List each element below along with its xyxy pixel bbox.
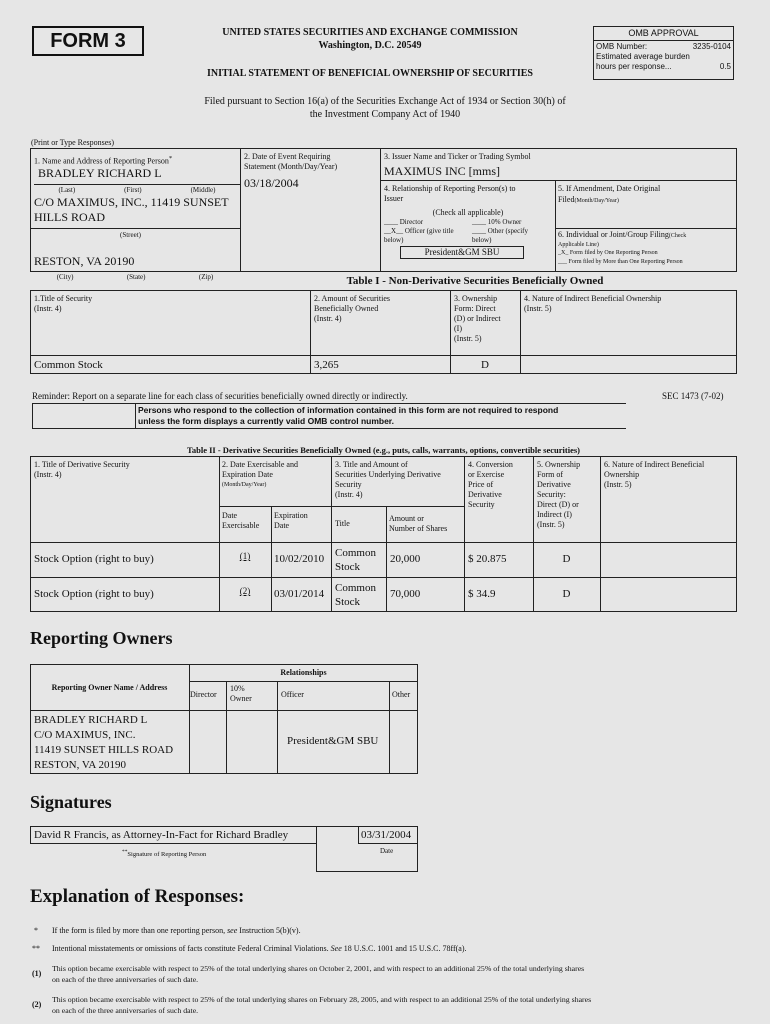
- t2-c5-l6: Indirect (I): [537, 510, 572, 519]
- box2-label-line1: 2. Date of Event Requiring: [244, 152, 331, 161]
- sec-number: SEC 1473 (7-02): [662, 391, 724, 401]
- reporting-owners-heading: Reporting Owners: [30, 628, 173, 648]
- footnote-2: [52, 994, 742, 1016]
- t2-c1-l2: (Instr. 4): [34, 470, 62, 479]
- t2-c4-header: [468, 460, 513, 510]
- t2-c5-l7: (Instr. 5): [537, 520, 565, 529]
- box6-opt2: ___ Form filed by More than One Reporting Person: [558, 259, 683, 265]
- omb-number: 3235-0104: [692, 42, 731, 51]
- form-label-box: [32, 26, 144, 56]
- signature-date-value-box: [358, 826, 418, 844]
- t2-row-1-underlying-l1: Common: [335, 547, 376, 559]
- signer-name: David R Francis, as Attorney-In-Fact for Richard Bradley: [34, 829, 289, 841]
- t2-c2-l3: (Month/Day/Year): [222, 482, 267, 488]
- omb-hours: 0.5: [719, 62, 731, 71]
- t2-c3-l3: Security: [335, 480, 362, 489]
- box5-filed: Filed: [558, 195, 575, 204]
- t2-row-1-amount: 20,000: [390, 553, 421, 565]
- t1-col3-header: [454, 294, 501, 344]
- event-date: 03/18/2004: [244, 176, 299, 190]
- box3-label: 3. Issuer Name and Ticker or Trading Symbol: [384, 152, 531, 161]
- t2-c3-header: [335, 460, 441, 500]
- city-state-zip: RESTON, VA 20190: [34, 254, 135, 268]
- t2-c1-l1: 1. Title of Derivative Security: [34, 460, 130, 469]
- footnote-2-l2: on each of the three anniversaries of such date.: [52, 1006, 199, 1015]
- signatures-heading: Signatures: [30, 792, 112, 812]
- city-subline: [30, 272, 240, 282]
- t2-c3-sub2: [389, 514, 447, 534]
- t2-c4-l4: Derivative: [468, 490, 502, 499]
- owners-officer-header: Officer: [281, 690, 304, 699]
- street-label: (Street): [120, 231, 141, 239]
- t2-row-1-underlying-l2: Stock: [335, 561, 361, 573]
- t2-c6-l3: (Instr. 5): [604, 480, 632, 489]
- table2-title: Table II - Derivative Securities Beneficially Owned (e.g., puts, calls, warrants, options, convertible securities): [186, 445, 580, 455]
- omb-number-label: OMB Number:: [596, 42, 648, 51]
- owner-name-l1: BRADLEY RICHARD L: [34, 714, 148, 726]
- omb-burden-line1: Estimated average burden: [596, 52, 690, 61]
- t2-c2-sub2: [274, 511, 308, 531]
- t2-row-1-title: Stock Option (right to buy): [34, 553, 154, 565]
- explanation-dstar-a: Intentional misstatements or omissions of facts constitute Federal Criminal Violations.: [52, 944, 329, 953]
- filed-line1: Filed pursuant to Section 16(a) of the Securities Exchange Act of 1934 or Section 30(h) of: [204, 96, 566, 107]
- owners-other-header: Other: [392, 690, 411, 699]
- first-label: (First): [124, 186, 142, 194]
- t2-row-1-expiration: 10/02/2010: [274, 553, 325, 565]
- t1-col2-l2: Beneficially Owned: [314, 304, 379, 313]
- footnote-1: [52, 963, 742, 985]
- t2-c4-l2: or Exercise: [468, 470, 505, 479]
- footnote-2-mark: (2): [32, 1000, 42, 1009]
- explanation-dstar-b: 18 U.S.C. 1001 and 15 U.S.C. 78ff(a).: [343, 944, 467, 953]
- state-label: (State): [126, 273, 146, 281]
- t1-row-amount: 3,265: [314, 359, 339, 371]
- t2-c2-l2: Expiration Date: [222, 470, 273, 479]
- t1-col2-l3: (Instr. 4): [314, 314, 342, 323]
- t2-row-2-underlying-l2: Stock: [335, 596, 361, 608]
- box1-label: [34, 154, 172, 167]
- t2-row-1-exercisable: [219, 551, 271, 561]
- explanation-dstar-mark: **: [32, 944, 40, 953]
- t2-c5-l2: Form of: [537, 470, 563, 479]
- t2-c3-sub2-l1: Amount or: [389, 514, 424, 523]
- t1-row-form: D: [481, 359, 489, 371]
- t2-row-1-price: $ 20.875: [468, 553, 507, 565]
- omb-burden-line2: hours per response...: [596, 62, 672, 71]
- box6-opt1-text: Form filed by One Reporting Person: [569, 250, 658, 256]
- t2-c3-l2: Securities Underlying Derivative: [335, 470, 441, 479]
- signature-label-text: Signature of Reporting Person: [127, 851, 207, 859]
- owners-name-header: Reporting Owner Name / Address: [51, 683, 168, 692]
- persons-notice: [136, 403, 626, 429]
- t1-col1-l2: (Instr. 4): [34, 304, 62, 313]
- footnote-1-l1: This option became exercisable with respect to 25% of the total underlying shares on October 2, 2001, and with respect to an additional 25% of the total underlying shares: [52, 964, 585, 973]
- city-label: (City): [56, 273, 74, 281]
- t2-c4-l1: 4. Conversion: [468, 460, 513, 469]
- explanation-star-b: Instruction 5(b)(v).: [239, 926, 301, 935]
- t1-col3-l2: Form: Direct: [454, 304, 496, 313]
- director-option: ____ Director: [384, 218, 424, 226]
- t2-c2-sub1-l2: Exercisable: [222, 521, 260, 530]
- table1-title: Table I - Non-Derivative Securities Beneficially Owned: [346, 275, 604, 287]
- officer-mark: X: [391, 227, 397, 235]
- box1-label-text: 1. Name and Address of Reporting Person: [34, 156, 169, 166]
- omb-title: OMB APPROVAL: [594, 27, 733, 41]
- officer-label: Officer (give title: [404, 227, 454, 235]
- owner-name-l4: RESTON, VA 20190: [34, 759, 126, 771]
- ten-pct-option: ____ 10% Owner: [472, 218, 522, 226]
- box6-opt1: _X_ Form filed by One Reporting Person: [558, 250, 658, 256]
- t2-row-1-footnote-link[interactable]: (1): [239, 551, 251, 561]
- other-option: ____ Other (specify below): [472, 227, 528, 244]
- box5-label-line2: [558, 195, 619, 206]
- t2-c3-sub2-l2: Number of Shares: [389, 524, 448, 533]
- t1-col2-l1: 2. Amount of Securities: [314, 294, 390, 303]
- t2-row-1-underlying: [335, 546, 376, 574]
- explanation-star-mark: *: [34, 926, 38, 935]
- t2-c4-l3: Price of: [468, 480, 494, 489]
- signature-label-mark: **: [122, 849, 128, 855]
- t2-row-2-exercisable: [219, 586, 271, 596]
- explanation-star: [52, 926, 301, 935]
- t1-col3-l3: (D) or Indirect: [454, 314, 501, 323]
- form-label: FORM 3: [50, 30, 126, 52]
- agency-line2: Washington, D.C. 20549: [318, 40, 422, 51]
- t1-col4-l1: 4. Nature of Indirect Beneficial Ownership: [524, 294, 662, 303]
- box6-label-text: 6. Individual or Joint/Group Filing: [558, 230, 669, 239]
- t2-row-1-form: D: [562, 553, 571, 565]
- t2-c3-l4: (Instr. 4): [335, 490, 363, 499]
- t2-c3-l1: 3. Title and Amount of: [335, 460, 408, 469]
- form-title: INITIAL STATEMENT OF BENEFICIAL OWNERSHIP OF SECURITIES: [206, 68, 533, 79]
- address-line1: C/O MAXIMUS, INC., 11419 SUNSET: [34, 195, 229, 209]
- reminder-text: Reminder: Report on a separate line for each class of securities beneficially owned directly or indirectly.: [32, 391, 408, 401]
- t2-row-2-title: Stock Option (right to buy): [34, 588, 154, 600]
- t2-c2-sub2-l1: Expiration: [274, 511, 308, 520]
- owner-officer-value: President&GM SBU: [287, 735, 379, 747]
- t2-c5-l4: Security:: [537, 490, 566, 499]
- t1-col1-l1: 1.Title of Security: [34, 294, 93, 303]
- owners-10pct-l1: 10%: [230, 684, 245, 693]
- t1-col3-l4: (I): [454, 324, 462, 333]
- omb-number-row: [594, 41, 733, 52]
- t1-row-security: Common Stock: [34, 359, 103, 371]
- signature-date: 03/31/2004: [361, 829, 412, 841]
- t2-row-2-form: D: [562, 588, 571, 600]
- box6-opt1-mark: X: [561, 250, 566, 256]
- omb-approval-box: [593, 26, 734, 80]
- ten-pct-label: 10% Owner: [487, 218, 522, 226]
- t2-row-2-underlying-l1: Common: [335, 582, 376, 594]
- persons-blank-box: [32, 403, 136, 429]
- t2-row-2-expiration: 03/01/2014: [274, 588, 325, 600]
- address-line2: HILLS ROAD: [34, 210, 105, 224]
- t1-col3-l5: (Instr. 5): [454, 334, 482, 343]
- officer-title-box: President&GM SBU: [400, 246, 524, 259]
- issuer-name: MAXIMUS INC [mms]: [384, 164, 501, 178]
- t2-c1-header: [34, 460, 130, 480]
- t2-c5-header: [537, 460, 580, 530]
- omb-burden-row: [594, 62, 733, 72]
- explanation-star-a: If the form is filed by more than one reporting person,: [52, 926, 226, 935]
- owners-relationships-header: Relationships: [280, 668, 327, 677]
- officer-option: __X__ Officer (give title below): [384, 227, 454, 244]
- t2-c5-l3: Derivative: [537, 480, 571, 489]
- box5-sub: (Month/Day/Year): [574, 198, 619, 204]
- t2-c4-l5: Security: [468, 500, 495, 509]
- t2-row-2-amount: 70,000: [390, 588, 421, 600]
- owner-name-l2: C/O MAXIMUS, INC.: [34, 729, 136, 741]
- t2-c2-sub1: [222, 511, 259, 531]
- date-label: Date: [380, 847, 394, 855]
- t1-col2-header: [314, 294, 390, 324]
- t2-row-2-underlying: [335, 581, 376, 609]
- officer-below: below): [384, 236, 404, 244]
- explanation-dstar-see: See: [330, 944, 342, 953]
- box5-label-line1: 5. If Amendment, Date Original: [558, 184, 661, 193]
- t2-c3-sub1: Title: [335, 519, 350, 528]
- signature-label: [122, 848, 206, 859]
- zip-label: (Zip): [198, 273, 214, 281]
- box6-label: [558, 230, 686, 241]
- t2-c5-l1: 5. Ownership: [537, 460, 581, 469]
- footnote-2-l1: This option became exercisable with respect to 25% of the total underlying shares on February 28, 2005, and with respect to an additional 25% of the total underlying shares: [52, 995, 592, 1004]
- owners-10pct-header: [230, 684, 252, 704]
- check-all: (Check all applicable): [432, 208, 504, 217]
- t1-col4-header: [524, 294, 661, 314]
- filed-line2: the Investment Company Act of 1940: [309, 109, 461, 120]
- t2-c5-l5: Direct (D) or: [537, 500, 579, 509]
- t2-c6-l1: 6. Nature of Indirect Beneficial: [604, 460, 705, 469]
- box1-label-mark: *: [168, 155, 173, 162]
- explanation-star-see: see: [227, 926, 238, 935]
- t2-row-2-footnote-link[interactable]: (2): [239, 586, 251, 596]
- reporting-person-name: BRADLEY RICHARD L: [38, 166, 162, 180]
- last-label: (Last): [58, 186, 76, 194]
- t1-col4-l2: (Instr. 5): [524, 304, 552, 313]
- footnote-1-l2: on each of the three anniversaries of such date.: [52, 975, 199, 984]
- explanation-heading: Explanation of Responses:: [30, 886, 245, 907]
- box2-label-line2: Statement (Month/Day/Year): [244, 162, 338, 171]
- t2-c2-sub1-l1: Date: [222, 511, 238, 520]
- persons-line1: Persons who respond to the collection of information contained in this form are not required to respond: [138, 405, 559, 415]
- t2-c6-header: [604, 460, 704, 490]
- print-type-note: (Print or Type Responses): [31, 138, 115, 147]
- director-label: Director: [399, 218, 424, 226]
- signature-box: [30, 826, 316, 844]
- owner-name-address: [34, 713, 173, 773]
- box4-label-line2: Issuer: [384, 194, 404, 203]
- agency-line1: UNITED STATES SECURITIES AND EXCHANGE COMMISSION: [222, 27, 518, 38]
- box4-label-line1: 4. Relationship of Reporting Person(s) to: [384, 184, 516, 193]
- t1-col3-l1: 3. Ownership: [454, 294, 498, 303]
- box6-label-sub: (Check: [668, 233, 687, 239]
- t2-c6-l2: Ownership: [604, 470, 640, 479]
- other-below: below): [472, 236, 492, 244]
- footnote-1-mark: (1): [32, 969, 42, 978]
- box6-label-line2: Applicable Line): [558, 242, 599, 248]
- owner-name-l3: 11419 SUNSET HILLS ROAD: [34, 744, 174, 756]
- t2-c2-header: [222, 460, 298, 490]
- other-label: Other (specify: [487, 227, 528, 235]
- t1-col1-header: [34, 294, 92, 314]
- name-subline: [34, 184, 240, 195]
- t2-row-2-price: $ 34.9: [468, 588, 496, 600]
- t2-c2-l1: 2. Date Exercisable and: [222, 460, 298, 469]
- explanation-dstar: [52, 944, 467, 953]
- owners-10pct-l2: Owner: [230, 694, 252, 703]
- owners-director-header: Director: [190, 690, 217, 699]
- box6-opt2-text: Form filed by More than One Reporting Person: [568, 259, 683, 265]
- persons-line2: unless the form displays a currently valid OMB control number.: [138, 416, 395, 426]
- t2-c2-sub2-l2: Date: [274, 521, 290, 530]
- middle-label: (Middle): [190, 186, 216, 194]
